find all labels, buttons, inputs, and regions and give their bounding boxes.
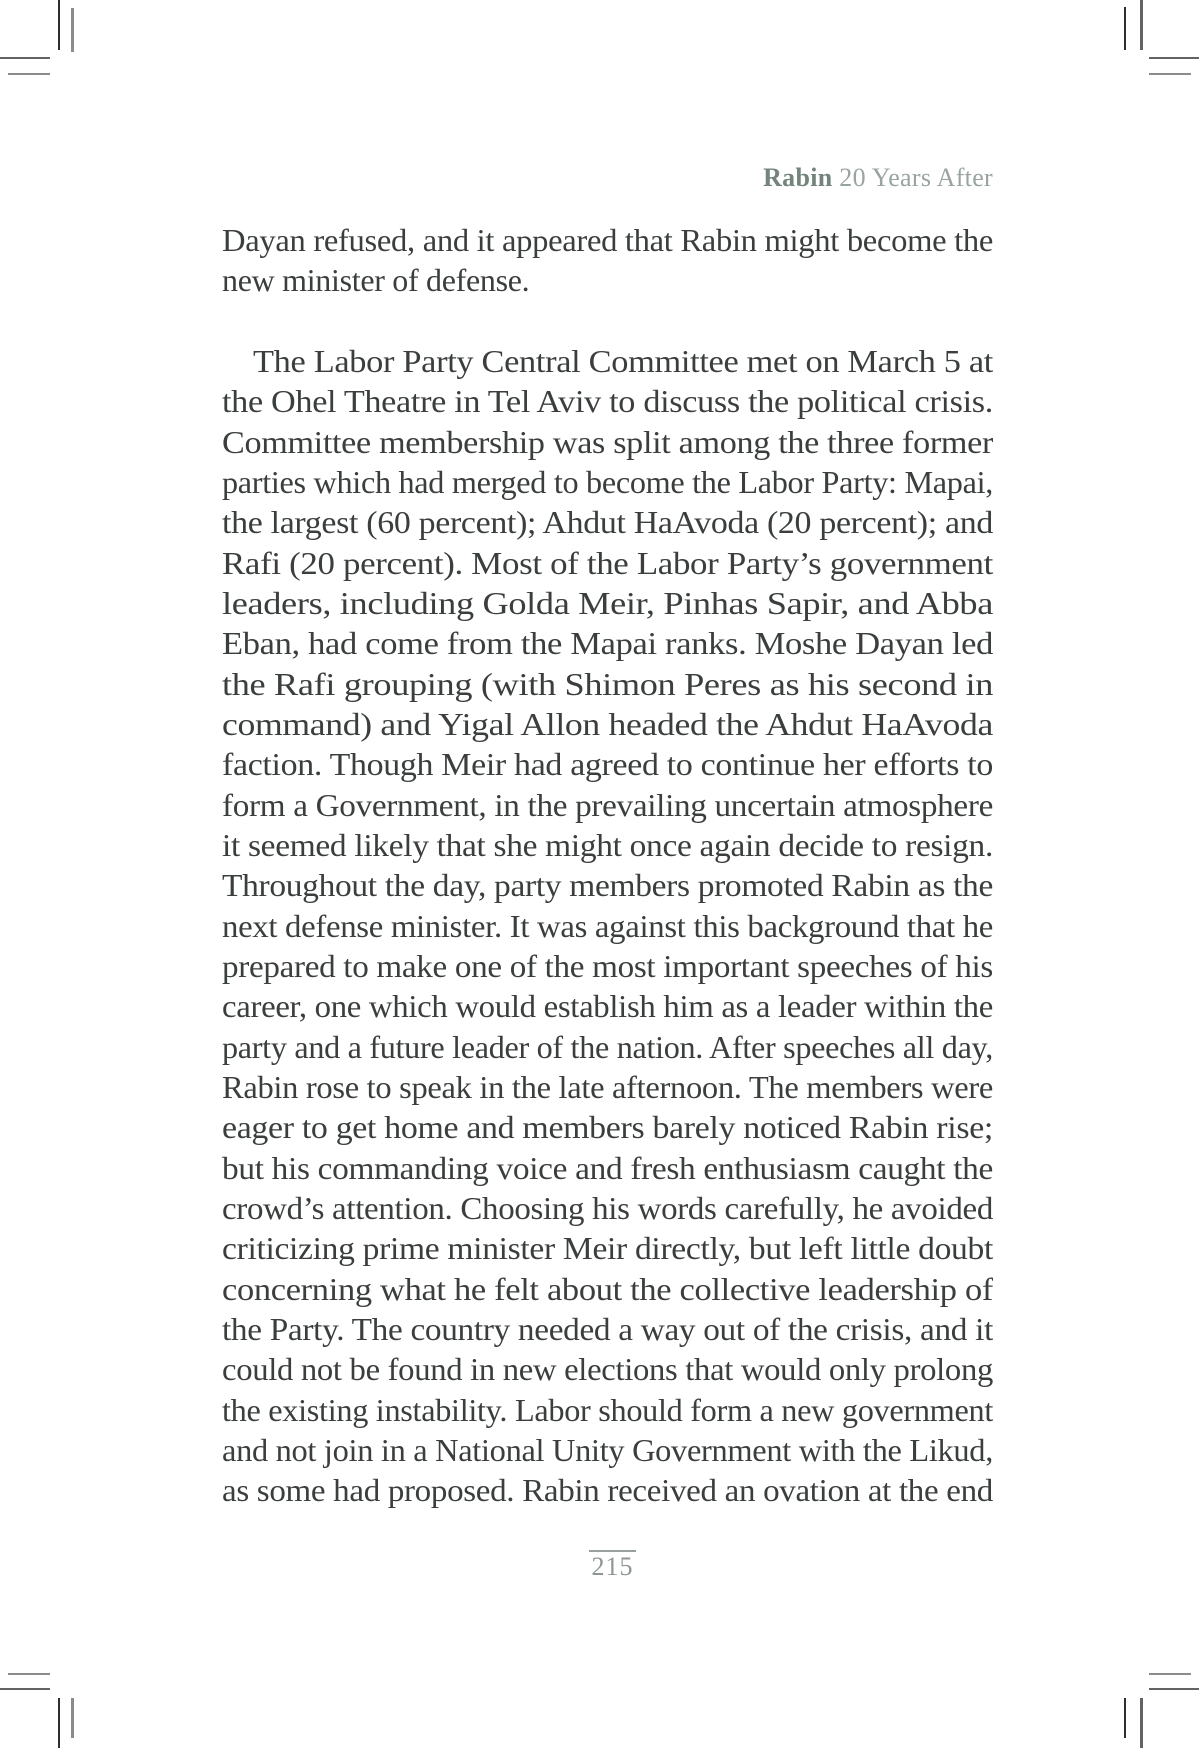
text-line [222,462,993,502]
text-line [222,543,993,583]
crop-mark-bottom-right-horizontal-inner [1149,1673,1191,1676]
text-line-content: next defense minister. It was against this background that he [222,907,993,944]
text-line-content: prepared to make one of the most important speeches of his [222,947,993,984]
text-line-content: Eban, had come from the Mapai ranks. Moshe Dayan led [222,625,993,662]
text-line-content: The Labor Party Central Committee met on March 5 at [253,342,993,379]
crop-mark-bottom-left-horizontal-outer [0,1688,50,1690]
crop-mark-top-right-horizontal-inner [1149,73,1191,76]
text-line [222,1148,993,1188]
crop-mark-top-right-vertical-inner [1124,7,1126,50]
text-line-content: career, one which would establish him as a leader within the [222,988,993,1025]
page-number: 215 [591,1552,634,1581]
text-line-content: new minister of defense. [222,262,530,299]
text-line-content: the Rafi grouping (with Shimon Peres as his second in [222,665,993,702]
text-line-content: it seemed likely that she might once again decide to resign. [222,826,993,863]
text-line [222,1027,993,1067]
crop-mark-bottom-right-vertical-outer [1140,1698,1143,1748]
text-line [222,1470,993,1510]
text-line-content: could not be found in new elections that would only prolong [222,1351,993,1388]
text-line-content: the Ohel Theatre in Tel Aviv to discuss the political crisis. [222,383,993,420]
crop-mark-bottom-left-horizontal-inner [8,1673,50,1676]
text-line [222,1430,993,1470]
text-line [222,502,993,542]
text-line [222,381,993,421]
blank-line [222,301,993,341]
text-line [222,1067,993,1107]
crop-mark-bottom-right-vertical-inner [1124,1698,1126,1738]
text-line [222,1228,993,1268]
text-line [222,1390,993,1430]
crop-mark-top-left-vertical-outer [58,0,60,50]
crop-mark-bottom-right-horizontal-outer [1149,1688,1199,1690]
crop-mark-bottom-left-vertical-inner [71,1698,74,1738]
text-line-content: leaders, including Golda Meir, Pinhas Sapir, and Abba [222,584,993,621]
text-line [222,1309,993,1349]
text-line-content: but his commanding voice and fresh enthusiasm caught the [222,1149,993,1186]
text-line [222,260,993,300]
text-line [222,906,993,946]
text-line-content: Rafi (20 percent). Most of the Labor Party’s government [222,544,993,581]
running-header [222,163,993,193]
text-line [222,1107,993,1147]
crop-mark-top-left-horizontal-inner [8,73,50,76]
text-line [222,1188,993,1228]
text-line-content: concerning what he felt about the collective leadership of [222,1270,993,1307]
text-line [222,422,993,462]
crop-mark-top-left-vertical-inner [71,8,74,52]
text-line [222,220,993,260]
text-line [222,986,993,1026]
text-line [222,583,993,623]
text-line-content: the existing instability. Labor should form a new government [222,1391,993,1428]
text-line-content: the largest (60 percent); Ahdut HaAvoda (20 percent); and [222,504,993,541]
header-title-muted: 20 Years After [832,163,993,192]
text-line [222,341,993,381]
text-line-content: party and a future leader of the nation. After speeches all day, [222,1028,993,1065]
text-line-content: form a Government, in the prevailing uncertain atmosphere [222,786,993,823]
text-line [222,1349,993,1389]
crop-mark-bottom-left-vertical-outer [58,1698,60,1748]
text-line [222,1269,993,1309]
text-line-content: crowd’s attention. Choosing his words carefully, he avoided [222,1189,993,1226]
text-line [222,946,993,986]
text-line-content: the Party. The country needed a way out of the crisis, and it [222,1310,993,1347]
text-line-content: Rabin rose to speak in the late afternoon. The members were [222,1068,993,1105]
text-line-content: command) and Yigal Allon headed the Ahdut HaAvoda [222,705,993,742]
text-line-content: as some had proposed. Rabin received an ovation at the end [222,1472,993,1509]
text-line-content: Committee membership was split among the three former [222,423,993,460]
page-footer [589,1550,636,1581]
crop-mark-top-left-horizontal-outer [0,57,50,59]
text-line [222,785,993,825]
text-line-content: eager to get home and members barely noticed Rabin rise; [222,1109,993,1146]
text-line [222,865,993,905]
text-line-content: parties which had merged to become the Labor Party: Mapai, [222,463,993,500]
text-line [222,704,993,744]
text-line-content: Throughout the day, party members promoted Rabin as the [222,867,993,904]
text-line [222,623,993,663]
text-block [222,220,993,1511]
text-line-content: faction. Though Meir had agreed to continue her efforts to [222,746,993,783]
text-line-content: criticizing prime minister Meir directly, but left little doubt [222,1230,993,1267]
text-line [222,825,993,865]
text-line-content: Dayan refused, and it appeared that Rabin might become the [222,222,993,258]
header-title-accent: Rabin [763,163,833,192]
crop-mark-top-right-horizontal-outer [1149,57,1199,59]
text-line [222,664,993,704]
crop-mark-top-right-vertical-outer [1140,0,1143,50]
text-line [222,744,993,784]
text-line-content: and not join in a National Unity Government with the Likud, [222,1431,993,1468]
